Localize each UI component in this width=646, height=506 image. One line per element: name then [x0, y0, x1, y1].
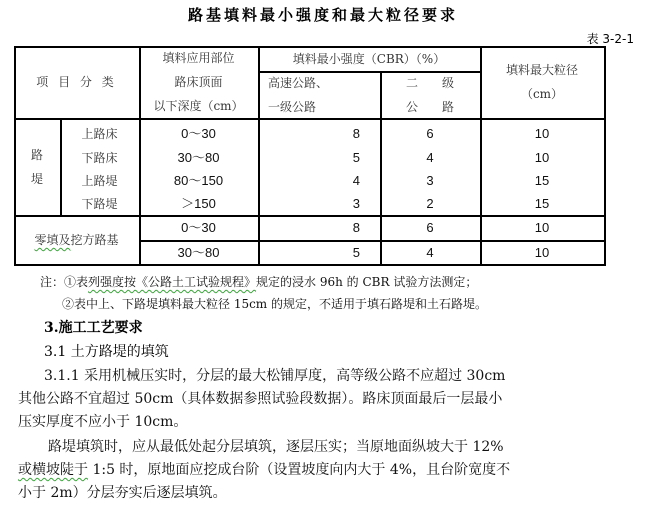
row-cbr-high: 8: [352, 220, 360, 235]
paragraph-line: [18, 459, 618, 482]
row-cbr-second: 3: [426, 173, 434, 188]
header-cbr-high-line1: 高速公路、: [268, 75, 329, 90]
header-depth: [139, 46, 258, 118]
line-rest: 1:5 时，原地面应挖成台阶（设置坡度向内大于 4%，且台阶宽度不: [88, 462, 511, 478]
header-depth-line2: 路床顶面: [174, 75, 223, 89]
header-depth-line1: 填料应用部位: [162, 51, 235, 65]
subsection-heading: 3.1 土方路堤的填筑: [44, 344, 169, 360]
header-cbr-high-line2: 一级公路: [268, 99, 317, 114]
paragraph-line: 路堤填筑时，应从最低处起分层填筑，逐层压实；当原地面纵坡大于 12%: [48, 439, 504, 455]
row-cbr-high: 3: [352, 196, 360, 211]
row-part: 下路堤: [81, 197, 118, 211]
paragraph-line: 小于 2m）分层夯实后逐层填筑。: [18, 485, 227, 501]
row-depth: 0～30: [181, 220, 216, 235]
row-cbr-high: 8: [352, 126, 360, 141]
section-heading: 3.施工工艺要求: [44, 320, 143, 336]
embankment-label-line1: 路: [30, 147, 43, 162]
row-cbr-second: 4: [426, 150, 434, 165]
note-1-rest: 规定的浸水 96h 的 CBR 试验方法测定；: [256, 275, 478, 289]
table-number: 表 3-2-1: [586, 32, 634, 46]
paragraph-line: 压实厚度不应小于 10cm。: [18, 414, 188, 430]
row-cbr-second: 4: [426, 245, 434, 260]
header-category: [14, 46, 139, 118]
paragraph-line: 3.1.1 采用机械压实时，分层的最大松铺厚度，高等级公路不应超过 30cm: [44, 368, 506, 384]
embankment-label-line2: 堤: [30, 171, 43, 186]
row-depth: ＞150: [181, 196, 216, 211]
row-depth: 30～80: [177, 150, 220, 165]
row-max-size: 10: [534, 150, 550, 165]
row-cbr-high: 5: [352, 150, 360, 165]
header-max-size-line1: 填料最大粒径: [505, 63, 578, 77]
paragraph-embankment-filling: [18, 436, 618, 505]
document-title: 路基填料最小强度和最大粒径要求: [187, 6, 458, 24]
row-depth: 80～150: [173, 173, 224, 188]
note-1-squiggle: 列强度按《公路土工试验规程》: [88, 275, 257, 289]
zero-fill-label-suffix: 挖方路基: [70, 233, 119, 247]
row-cbr-second: 6: [426, 220, 434, 235]
table-note-2: [62, 295, 487, 312]
note-prefix: 注：①表: [40, 275, 89, 289]
row-part: 上路堤: [81, 174, 118, 188]
zero-fill-label-prefix: 零填及: [34, 233, 71, 247]
header-cbr-group: [258, 46, 480, 71]
row-cbr-high: 4: [352, 173, 360, 188]
row-cbr-high: 5: [352, 245, 360, 260]
header-cbr-high: [258, 71, 380, 118]
zero-fill-group-label: [14, 216, 139, 264]
paragraph-3-1-1: [18, 365, 618, 434]
header-depth-line3: 以下深度（cm）: [153, 99, 244, 113]
header-category-label: 项 目 分 类: [36, 75, 117, 89]
row-max-size: 15: [534, 173, 550, 188]
paragraph-line: 其他公路不宜超过 50cm（具体数据参照试验段数据）。路床顶面最后一层最小: [18, 391, 503, 407]
header-cbr-group-label: 填料最小强度（CBR）（%）: [292, 51, 446, 66]
row-max-size: 10: [534, 126, 550, 141]
header-cbr-second-line2: 公 路: [405, 99, 454, 114]
row-depth: 30～80: [177, 245, 220, 260]
row-max-size: 10: [534, 220, 550, 235]
table-note-1: [40, 273, 477, 290]
table-border-right: [604, 46, 606, 265]
row-part: 上路床: [81, 127, 118, 141]
squiggle-text: 或横坡陡于: [18, 462, 88, 478]
row-part: 下路床: [81, 151, 118, 165]
header-max-size-line2: （cm）: [520, 87, 564, 101]
header-cbr-second-line1: 二 级: [405, 75, 454, 90]
row-cbr-second: 2: [426, 196, 434, 211]
row-max-size: 10: [534, 245, 550, 260]
row-cbr-second: 6: [426, 126, 434, 141]
embankment-group-label: [14, 118, 60, 215]
note-2-text: ②表中上、下路堤填料最大粒径 15cm 的规定，不适用于填石路堤和土石路堤。: [62, 297, 488, 311]
row-max-size: 15: [534, 196, 550, 211]
row-depth: 0～30: [181, 126, 216, 141]
header-cbr-second: [380, 71, 480, 118]
header-max-size: [480, 46, 604, 118]
